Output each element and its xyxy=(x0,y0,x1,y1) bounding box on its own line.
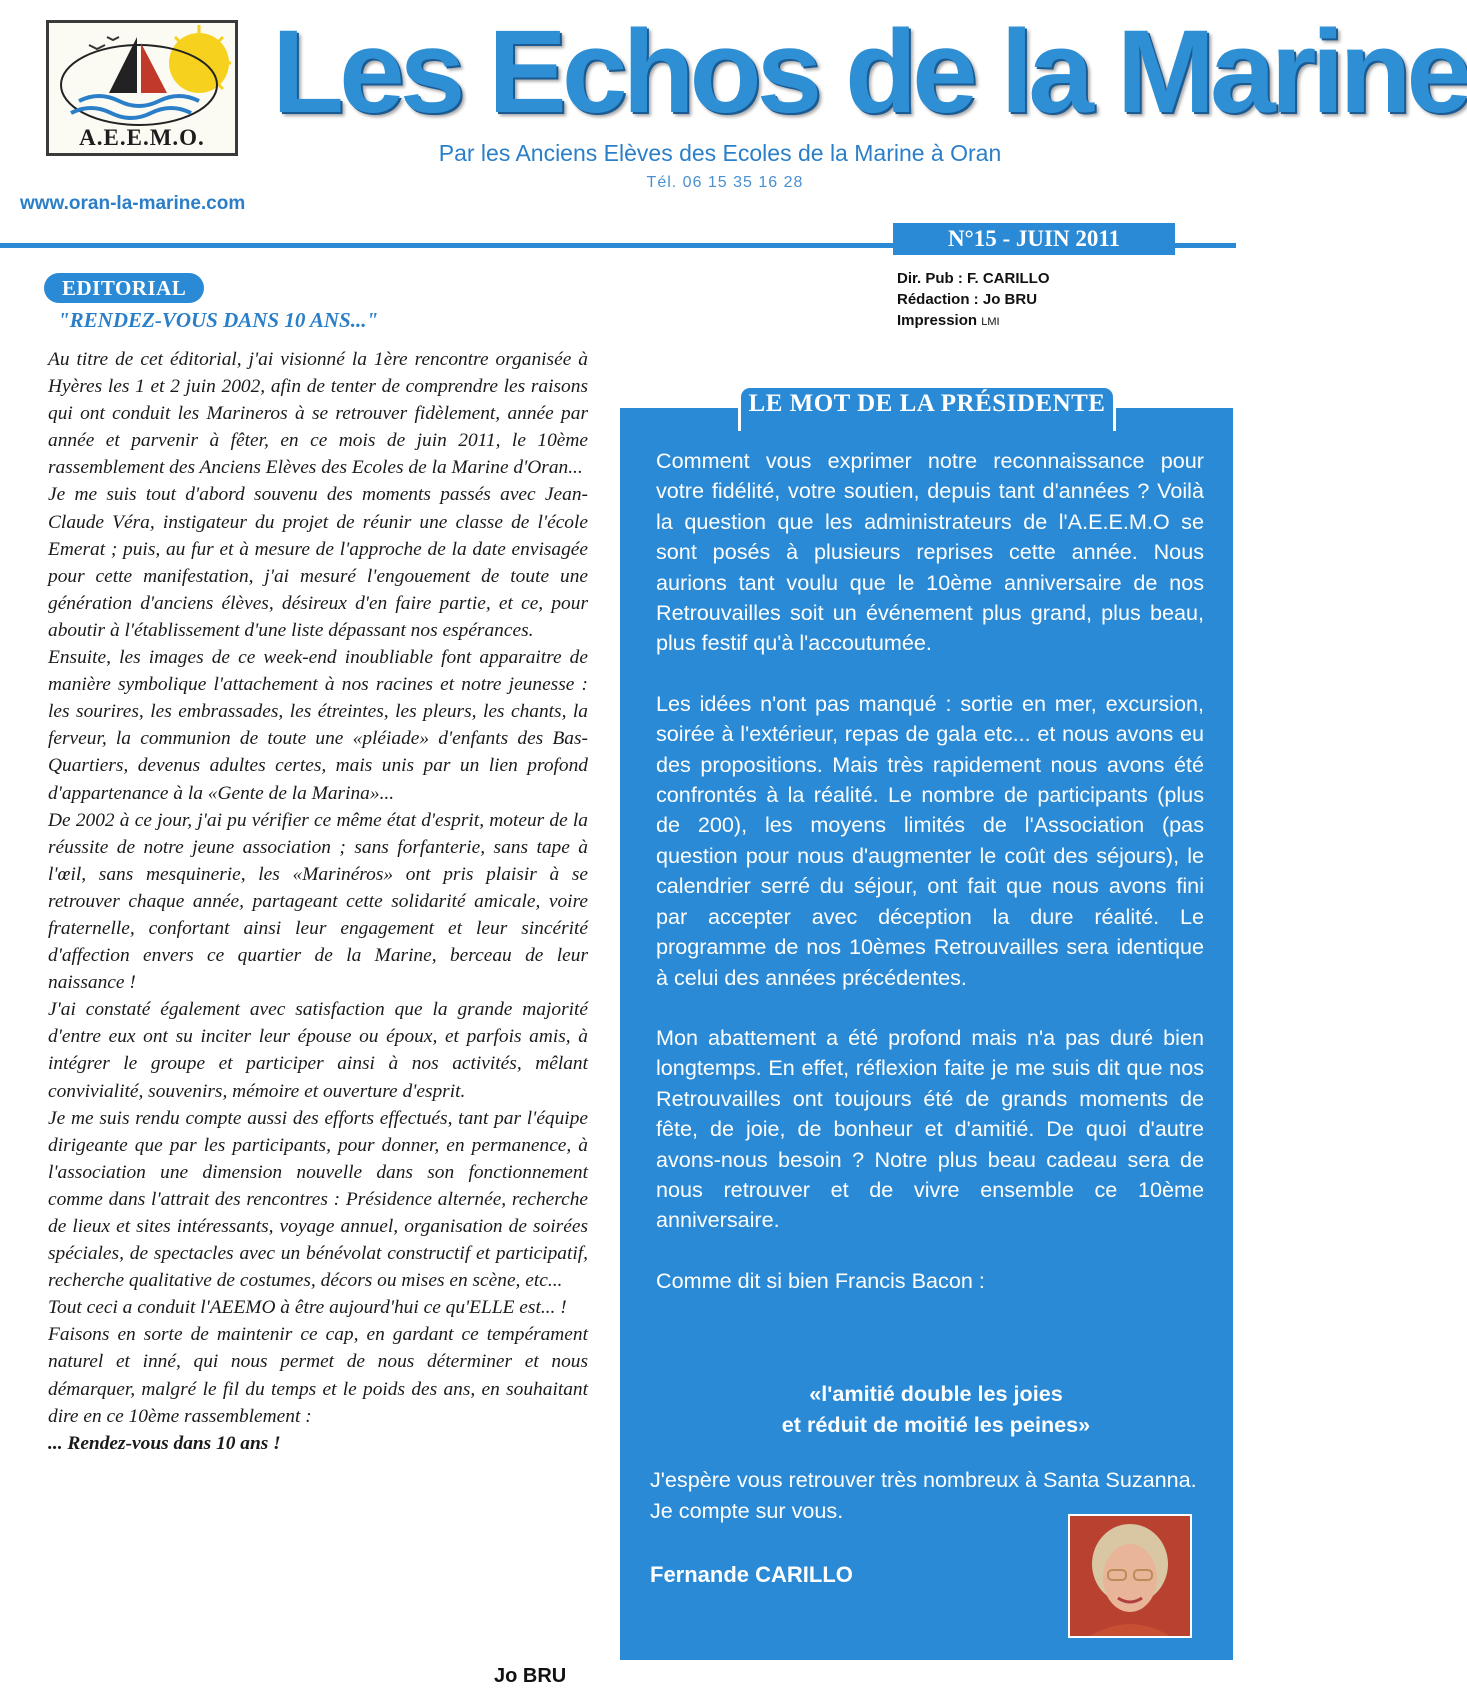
credits-block xyxy=(897,268,1050,333)
francis-bacon-quote xyxy=(656,1378,1216,1440)
editorial-body xyxy=(48,346,588,1457)
masthead-title: Les Echos de la Marine xyxy=(272,6,1467,138)
credit-value: Jo BRU xyxy=(982,291,1038,308)
president-paragraph: Comment vous exprimer notre reconnaissance pour votre fidélité, votre soutien, depuis tant d'années ? Voilà la question que les administrateurs de l'A.E.E.M.O se sont posés à plusieurs reprises cette année. Nous aurions tant voulu que le 10ème anniversaire de nos Retrouvailles soit un événement plus grand, plus beau, plus festif qu'à l'accoutumée. xyxy=(656,448,1204,656)
editorial-paragraph: Je me suis rendu compte aussi des efforts effectués, tant par l'équipe dirigeante que par les participants, pour donner, en permanence, à l'association une dimension nouvelle dans son fonctionnement comme dans l'attrait des rencontres : Présidence alternée, recherche de lieux et sites intéressants, voyage annuel, organisation de soirées spéciales, de spectacles avec un bénévolat constructif et participatif, recherche qualitative de costumes, décors ou mises en scène, etc... xyxy=(48,1107,588,1292)
website-link[interactable]: www.oran-la-marine.com xyxy=(20,193,246,214)
president-paragraph: Comme dit si bien Francis Bacon : xyxy=(656,1267,985,1293)
quote-line: «l'amitié double les joies xyxy=(809,1381,1063,1406)
editorial-label: EDITORIAL xyxy=(44,273,204,303)
editorial-closing-line: ... Rendez-vous dans 10 ans ! xyxy=(48,1432,281,1454)
editorial-paragraph: Faisons en sorte de maintenir ce cap, en gardant ce tempérament naturel et inné, qui nous permet de nous déterminer et nous démarquer, malgré le fil du temps et le poids des ans, en souhaitant dire en ce 10ème rassemblement : xyxy=(48,1324,588,1427)
editorial-paragraph: Au titre de cet éditorial, j'ai visionné la 1ère rencontre organisée à Hyères les 1 et 2 juin 2002, afin de tenter de comprendre les raisons qui ont conduit les Marineros à se retrouver fidèlement, année par année et parvenir à fêter, en ce mois de juin 2011, le 10ème rassemblement des Anciens Elèves des Ecoles de la Marine d'Oran... xyxy=(48,349,588,479)
president-paragraph: Mon abattement a été profond mais n'a pas duré bien longtemps. En effet, réflexion faite je me suis dit que nos Retrouvailles ont toujours été de grands moments de fête, de joie, de bonheur et d'amitié. De quoi d'autre avons-nous besoin ? Notre plus beau cadeau sera de nous retrouver et de vivre ensemble ce 10ème anniversaire. xyxy=(656,1024,1204,1233)
credit-label: Dir. Pub : xyxy=(897,270,963,287)
credit-value: F. CARILLO xyxy=(967,270,1050,287)
credit-row xyxy=(897,289,1050,310)
masthead-subtitle: Par les Anciens Elèves des Ecoles de la Marine à Oran xyxy=(438,140,1002,166)
president-title: LE MOT DE LA PRÉSIDENTE xyxy=(748,390,1106,417)
president-paragraph: Les idées n'ont pas manqué : sortie en mer, excursion, soirée à l'extérieur, repas de gala etc... et nous avons eu des propositions. Mais très rapidement nous avons été confrontés à la réalité. Le nombre de participants (plus de 200), les moyens limités de l'Association (pas question pour nous d'augmenter le coût des séjours), le calendrier serré du séjour, ont fait que nous avons fini par accepter avec déception la dure réalité. Le programme de nos 10èmes Retrouvailles sera identique à celui des années précédentes. xyxy=(656,690,1204,990)
editorial-headline: "RENDEZ-VOUS DANS 10 ANS..." xyxy=(58,308,379,332)
logo-emblem-icon xyxy=(49,23,235,127)
editorial-paragraph: Ensuite, les images de ce week-end inoubliable font apparaitre de manière symbolique l'attachement à nos racines et notre jeunesse : les sourires, les embrassades, les étreintes, les pleurs, les chants, la ferveur, la communion de toute une «pléiade» d'enfants des Bas-Quartiers, devenus adultes certes, mais unis par un lien profond d'appartenance à la «Gente de la Marina»... xyxy=(48,647,588,804)
editorial-paragraph: J'ai constaté également avec satisfaction que la grande majorité d'entre eux ont su inciter leur épouse ou époux, et parfois amis, à intégrer le groupe et participer ainsi à nos activités, mêlant convivialité, souvenirs, mémoire et ouverture d'esprit. xyxy=(48,999,588,1102)
logo-text: A.E.E.M.O. xyxy=(79,125,205,150)
editorial-paragraph: Tout ceci a conduit l'AEEMO à être aujourd'hui ce qu'ELLE est... ! xyxy=(48,1297,567,1319)
editorial-paragraph: De 2002 à ce jour, j'ai pu vérifier ce même état d'esprit, moteur de la réussite de notre jeune association ; sans forfanterie, sans tape à l'œil, sans mesquinerie, les «Marinéros» ont pris plaisir à se retrouver chaque année, partageant cette solidarité amicale, voire fraternelle, confortant ainsi leur engagement et leur sincérité d'affection envers ce quartier de la Marine, berceau de leur naissance ! xyxy=(48,809,588,994)
credit-row xyxy=(897,310,1050,333)
credit-row xyxy=(897,268,1050,289)
president-text xyxy=(656,446,1204,1296)
credit-label: Rédaction : xyxy=(897,291,979,308)
portrait-photo-icon xyxy=(1070,1516,1190,1636)
logo xyxy=(46,20,238,156)
phone-number: Tél. 06 15 35 16 28 xyxy=(646,174,804,191)
credit-value: LMI xyxy=(981,316,1000,328)
editorial-signature: Jo BRU xyxy=(494,1665,567,1687)
president-portrait xyxy=(1068,1514,1192,1638)
quote-line: et réduit de moitié les peines» xyxy=(781,1412,1091,1437)
president-signature: Fernande CARILLO xyxy=(650,1562,853,1587)
editorial-paragraph: Je me suis tout d'abord souvenu des moments passés avec Jean-Claude Véra, instigateur du projet de réunir une classe de l'école Emerat ; puis, au fur et à mesure de l'approche de la date envisagée pour cette manifestation, j'ai mesuré l'engouement de toute une génération d'anciens élèves, désireux d'en faire partie, et ce, pour aboutir à l'établissement d'une liste dépassant nos espérances. xyxy=(48,484,588,641)
credit-label: Impression xyxy=(897,312,978,329)
president-closing: J'espère vous retrouver très nombreux à Santa Suzanna. Je compte sur vous. xyxy=(650,1467,1197,1523)
issue-badge: N°15 - JUIN 2011 xyxy=(893,223,1175,255)
